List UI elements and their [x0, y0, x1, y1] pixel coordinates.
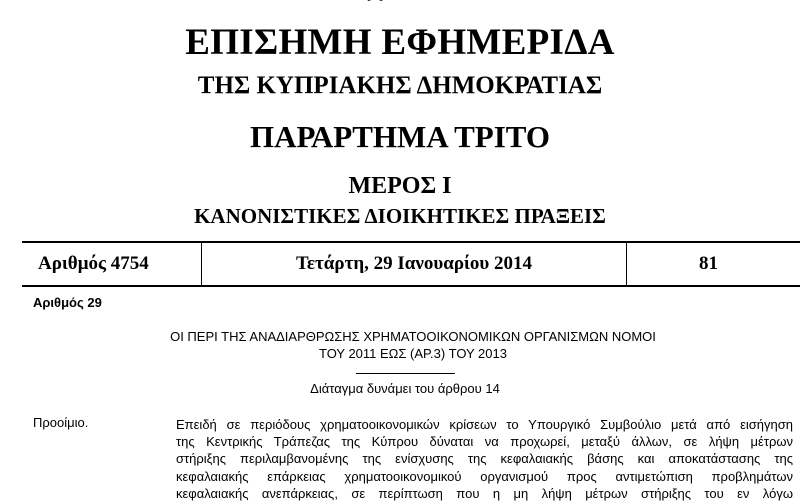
preamble-line: Επειδή σε περιόδους χρηματοοικονομικών κρίσεων το Υπουργικό Συμβούλιο μετά από εισήγηση: [176, 417, 793, 432]
issue-info-bar: [22, 241, 800, 287]
page-number: 81: [699, 253, 718, 274]
preamble-text: [176, 416, 793, 502]
document-number: Αριθμός 29: [33, 295, 102, 310]
coat-of-arms-emblem: [362, 0, 388, 4]
issue-number: Αριθμός 4754: [22, 243, 202, 285]
section-heading: ΚΑΝΟΝΙΣΤΙΚΕΣ ΔΙΟΙΚΗΤΙΚΕΣ ΠΡΑΞΕΙΣ: [194, 204, 606, 228]
gazette-subtitle: ΤΗΣ ΚΥΠΡΙΑΚΗΣ ΔΗΜΟΚΡΑΤΙΑΣ: [197, 72, 603, 99]
issue-date: Τετάρτη, 29 Ιανουαρίου 2014: [202, 243, 627, 285]
preamble-line: κεφαλαιακής επάρκειας χρηματοοικονομικού οργανισμού προς αντιμετώπιση προβλημάτων: [176, 468, 793, 484]
preamble-line: στήριξης περιλαμβανομένης της ενίσχυσης της κεφαλαιακής βάσης και αποκατάστασης της: [176, 451, 793, 467]
preamble-line: κεφαλαιακής ανεπάρκειας, σε περίπτωση που η μη λήψη μέτρων στήριξης του εν λόγω: [176, 485, 793, 501]
margin-label: Προοίμιο.: [33, 415, 89, 430]
part-heading: ΜΕΡΟΣ Ι: [348, 173, 452, 199]
title-divider: [356, 373, 455, 374]
preamble-line: της Κεντρικής Τράπεζας της Κύπρου δύναται να προχωρεί, μεταξύ άλλων, σε λήψη μέτρων: [176, 434, 793, 450]
law-title-line: ΤΟΥ 2011 ΕΩΣ (ΑΡ.3) ΤΟΥ 2013: [319, 346, 507, 361]
annex-heading: ΠΑΡΑΡΤΗΜΑ ΤΡΙΤΟ: [249, 119, 551, 154]
gazette-title: ΕΠΙΣΗΜΗ ΕΦΗΜΕΡΙΔΑ: [185, 22, 615, 63]
law-title-line: ΟΙ ΠΕΡΙ ΤΗΣ ΑΝΑΔΙΑΡΘΡΩΣΗΣ ΧΡΗΜΑΤΟΟΙΚΟΝΟΜΙΚΩΝ ΟΡΓΑΝΙΣΜΩΝ ΝΟΜΟΙ: [170, 329, 656, 344]
order-reference: Διάταγμα δυνάμει του άρθρου 14: [310, 381, 500, 396]
law-title: [0, 328, 800, 362]
